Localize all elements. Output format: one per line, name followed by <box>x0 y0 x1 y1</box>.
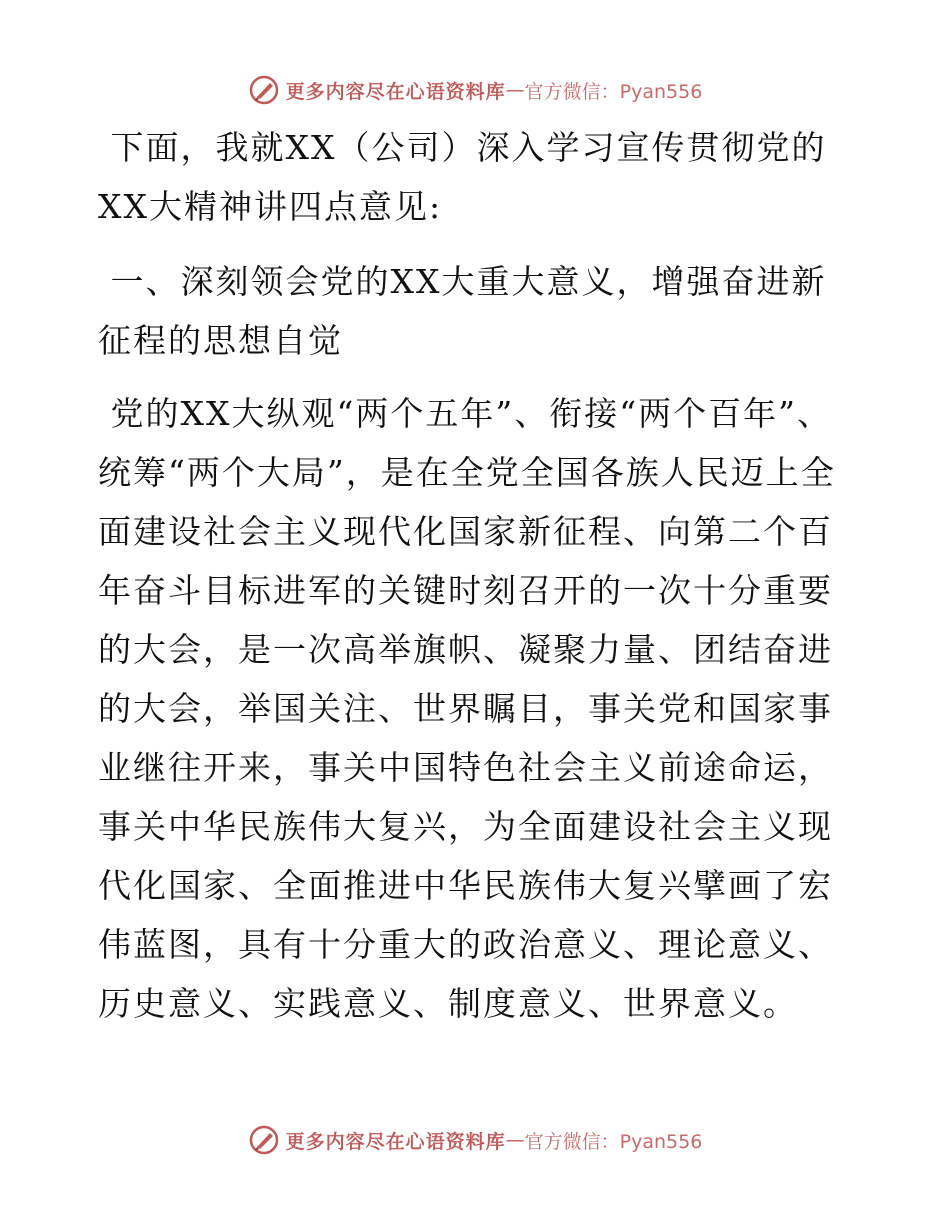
watermark-footer <box>0 1120 950 1160</box>
quill-pen-circle-icon <box>248 1124 280 1156</box>
watermark-brand-text: 更多内容尽在心语资料库 <box>285 1130 506 1153</box>
watermark-header <box>0 70 950 110</box>
intro-paragraph: 下面，我就XX（公司）深入学习宣传贯彻党的XX大精神讲四点意见: <box>98 128 827 226</box>
watermark-wechat-text: 官方微信：Pyan556 <box>524 80 703 103</box>
watermark-wechat-text: 官方微信：Pyan556 <box>524 1130 703 1153</box>
body-paragraph-1: 党的XX大纵观“两个五年”、衔接“两个百年”、统筹“两个大局”，是在全党全国各族人民迈上全面建设社会主义现代化国家新征程、向第二个百年奋斗目标进军的关键时刻召开的一次十分重要的大会，是一次高举旗帜、凝聚力量、团结奋进的大会，举国关注、世界瞩目，事关党和国家事业继往开来，事关中国特色社会主义前途命运，事关中华民族伟大复兴，为全面建设社会主义现代化国家、全面推进中华民族伟大复兴擘画了宏伟蓝图，具有十分重大的政治意义、理论意义、历史意义、实践意义、制度意义、世界意义。 <box>98 394 836 1023</box>
section-heading-1: 一、深刻领会党的XX大重大意义，增强奋进新征程的思想自觉 <box>98 262 827 360</box>
watermark-separator: — <box>505 1129 525 1151</box>
watermark-separator: — <box>505 79 525 101</box>
quill-pen-circle-icon <box>248 74 280 106</box>
watermark-brand-text: 更多内容尽在心语资料库 <box>285 80 506 103</box>
